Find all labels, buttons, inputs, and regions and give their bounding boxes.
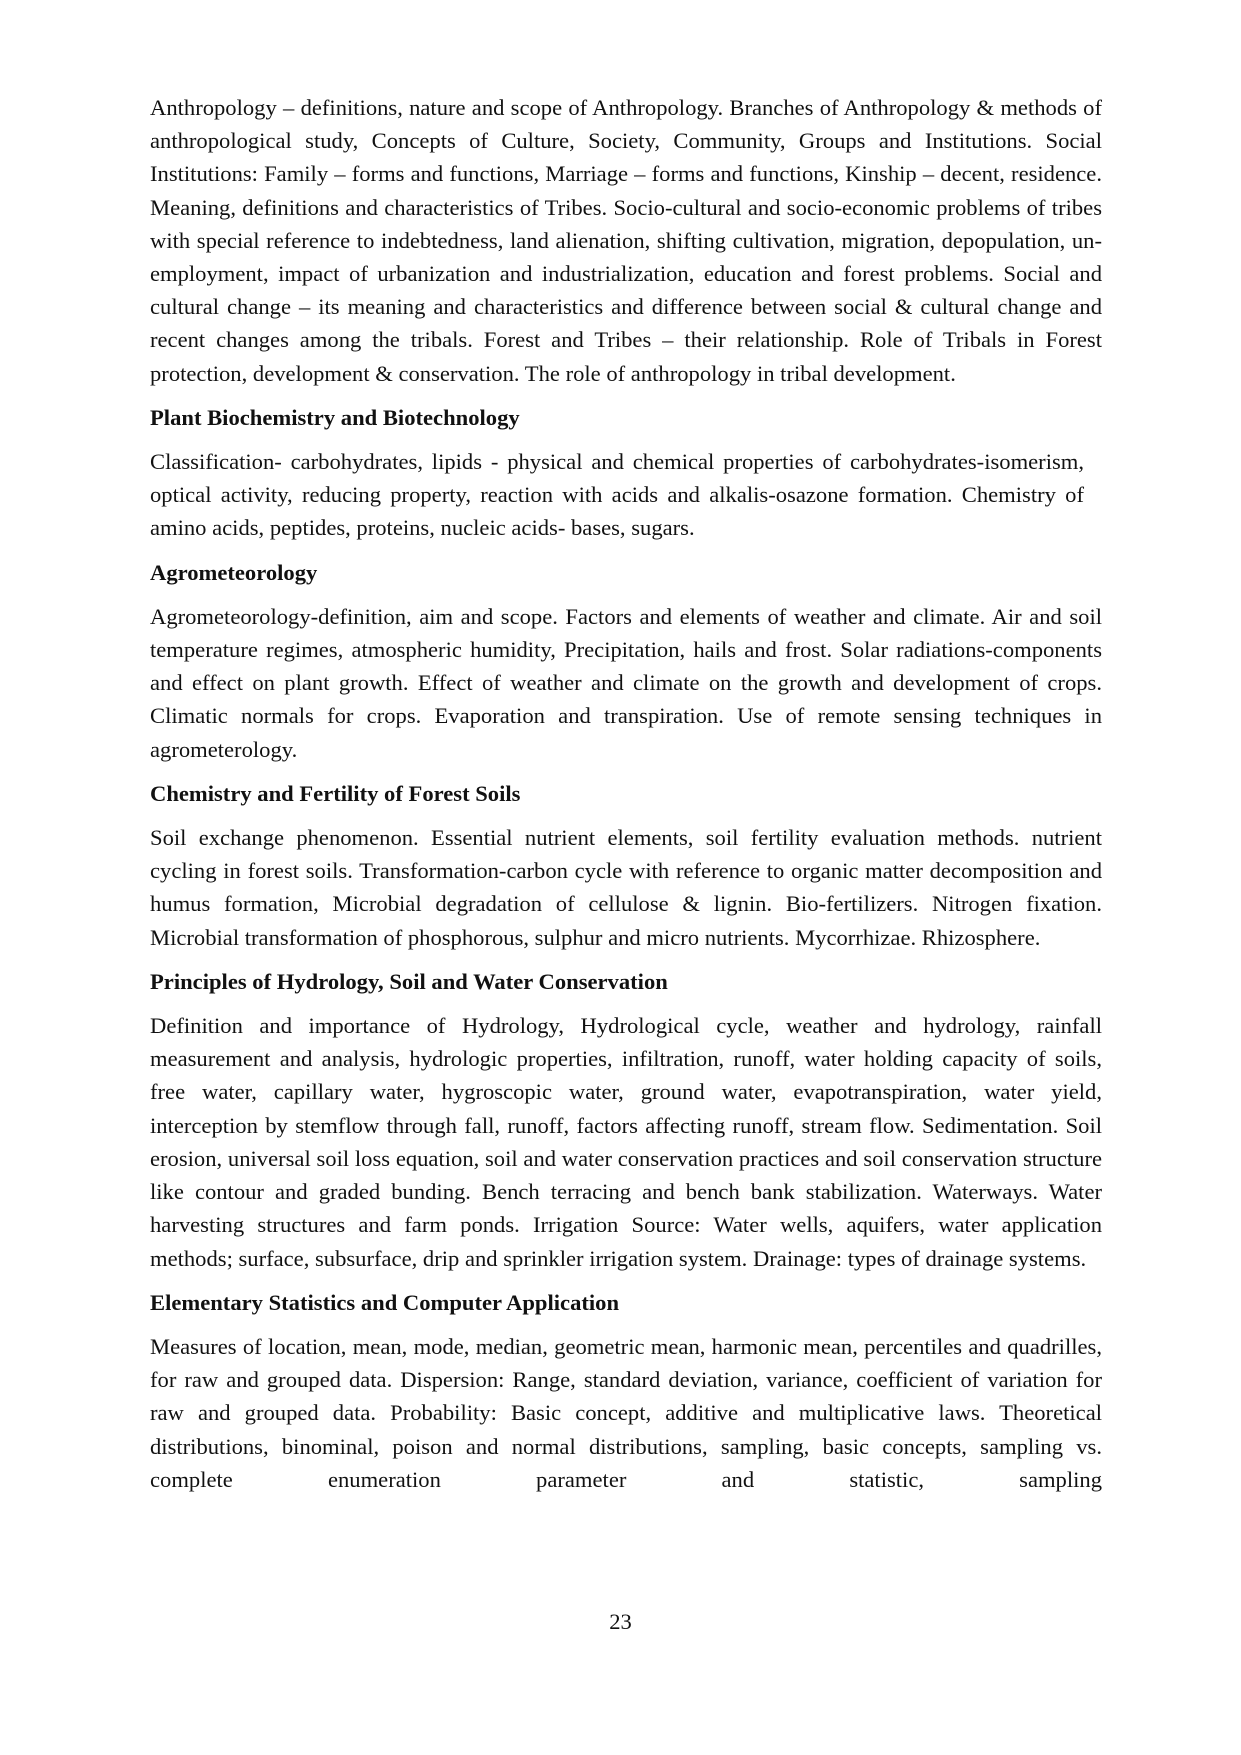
agrometeorology-heading: Agrometeorology — [150, 559, 318, 585]
agrometeorology-paragraph: Agrometeorology-definition, aim and scope. Factors and elements of weather and climate. Air and soil temperature regimes, atmospheric humidity, Precipitation, hails and frost. Solar radiations-components and effect on plant growth. Effect of weather and climate on the growth and development of crops. Climatic normals for crops. Evaporation and transpiration. Use of remote sensing techniques in agrometerology. — [150, 603, 1102, 762]
forest-soils-paragraph: Soil exchange phenomenon. Essential nutrient elements, soil fertility evaluation methods. nutrient cycling in forest soils. Transformation-carbon cycle with reference to organic matter decomposition and humus formation, Microbial degradation of cellulose & lignin. Bio-fertilizers. Nitrogen fixation. Microbial transformation of phosphorous, sulphur and micro nutrients. Mycorrhizae. Rhizosphere. — [150, 825, 1102, 950]
forest-soils-heading: Chemistry and Fertility of Forest Soils — [150, 780, 521, 806]
hydrology-heading: Principles of Hydrology, Soil and Water Conservation — [150, 968, 668, 994]
statistics-paragraph: Measures of location, mean, mode, median, geometric mean, harmonic mean, percentiles and quadrilles, for raw and grouped data. Dispersion: Range, standard deviation, variance, coefficient of variation for raw and grouped data. Probability: Basic concept, additive and multiplicative laws. Theoretical distributions, binominal, poison and normal distributions, sampling, basic concepts, sampling vs. complete enumeration parameter and statistic, sampling — [150, 1333, 1102, 1492]
anthropology-paragraph: Anthropology – definitions, nature and scope of Anthropology. Branches of Anthropology & methods of anthropological study, Concepts of Culture, Society, Community, Groups and Institutions. Social Institutions: Family – forms and functions, Marriage – forms and functions, Kinship – decent, residence. Meaning, definitions and characteristics of Tribes. Socio-cultural and socio-economic problems of tribes with special reference to indebtedness, land alienation, shifting cultivation, migration, depopulation, un- employment, impact of urbanization and industrialization, education and forest problems. Social and cultural change – its meaning and characteristics and difference between social & cultural change and recent changes among the tribals. Forest and Tribes – their relationship. Role of Tribals in Forest protection, development & conservation. The role of anthropology in tribal development. — [150, 95, 1102, 386]
document-page — [150, 91, 1102, 1496]
hydrology-paragraph: Definition and importance of Hydrology, Hydrological cycle, weather and hydrology, rainfall measurement and analysis, hydrologic properties, infiltration, runoff, water holding capacity of soils, free water, capillary water, hygroscopic water, ground water, evapotranspiration, water yield, interception by stemflow through fall, runoff, factors affecting runoff, stream flow. Sedimentation. Soil erosion, universal soil loss equation, soil and water conservation practices and soil conservation structure like contour and graded bunding. Bench terracing and bench bank stabilization. Waterways. Water harvesting structures and farm ponds. Irrigation Source: Water wells, aquifers, water application methods; surface, subsurface, drip and sprinkler irrigation system. Drainage: types of drainage systems. — [150, 1013, 1102, 1271]
plant-biochemistry-heading: Plant Biochemistry and Biotechnology — [150, 404, 520, 430]
statistics-heading: Elementary Statistics and Computer Application — [150, 1289, 620, 1315]
page-number: 23 — [609, 1609, 632, 1634]
plant-biochemistry-paragraph: Classification- carbohydrates, lipids - physical and chemical properties of carbohydrates-isomerism, optical activity, reducing property, reaction with acids and alkalis-osazone formation. Chemistry of amino acids, peptides, proteins, nucleic acids- bases, sugars. — [150, 449, 1084, 541]
